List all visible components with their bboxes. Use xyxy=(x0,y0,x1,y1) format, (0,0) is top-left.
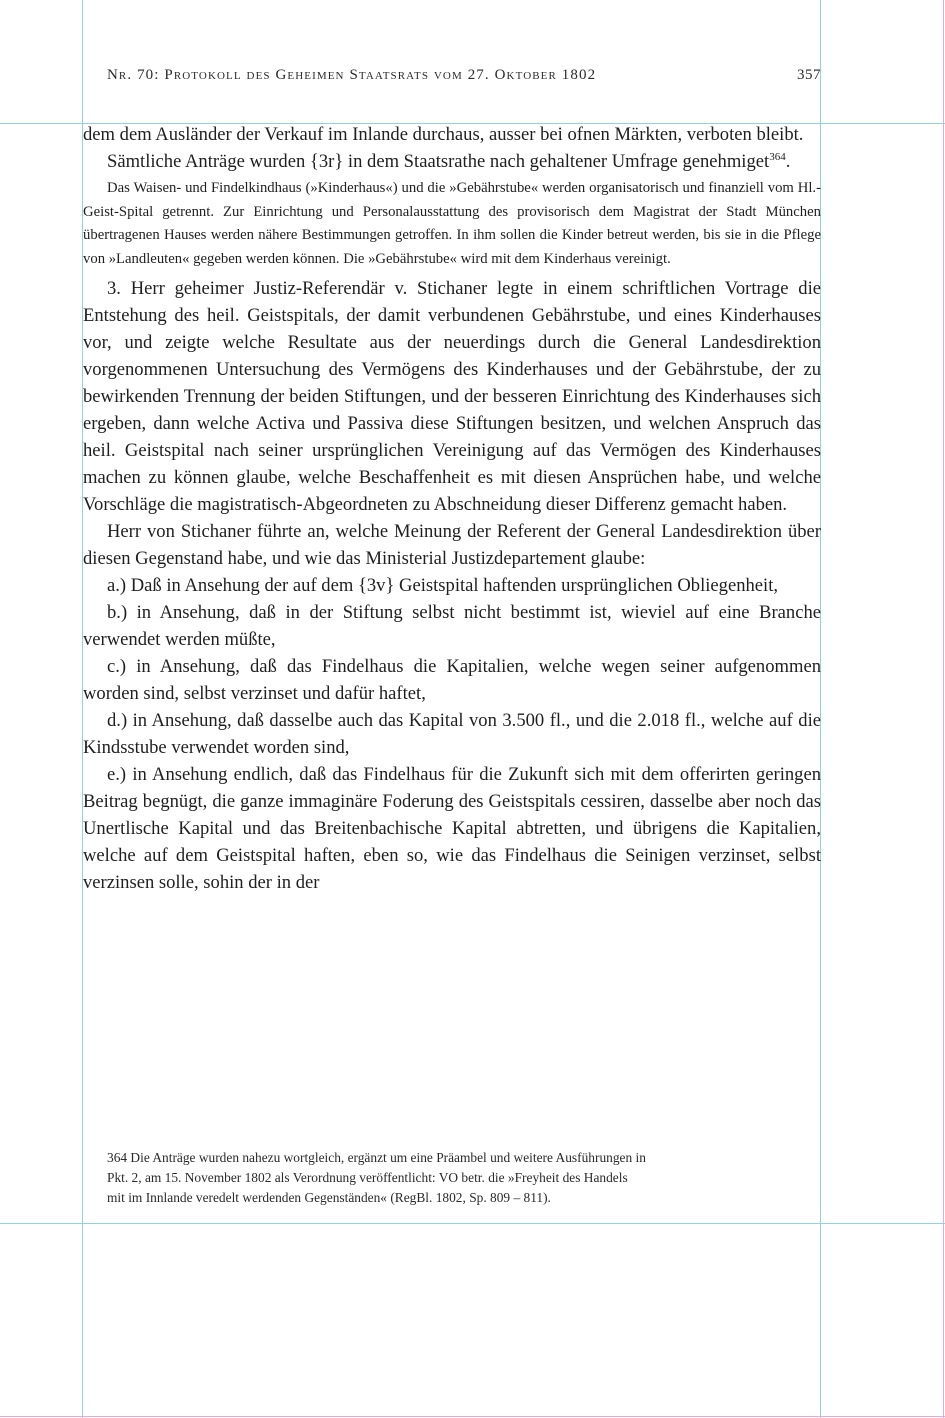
page-edge-bottom xyxy=(0,1416,945,1417)
page-number: 357 xyxy=(797,67,821,83)
running-title: Nr. 70: Protokoll des Geheimen Staatsrats vom 27. Oktober 1802 xyxy=(107,67,597,83)
footnote-text: 364 Die Anträge wurden nahezu wortgleich, ergänzt um eine Präambel und weitere Ausführungen in Pkt. 2, am 15. November 1802 als Verordnung veröffentlicht: VO betr. die »Freyheit des Handels mit im Innlande veredelt werdenden Gegenständen« (RegBl. 1802, Sp. 809 – 811). xyxy=(107,1150,646,1205)
list-item-a: a.) Daß in Ansehung der auf dem {3v} Geistspital haftenden ursprünglichen Obliegenheit, xyxy=(107,575,779,596)
regest-summary: Das Waisen- und Findelkindhaus (»Kinderhaus«) und die »Gebährstube« werden organisatorisch und finanziell vom Hl.-Geist-Spital getrennt. Zur Einrichtung und Personalausstattung des provisorisch dem Magistrat der Stadt München übertragenen Hauses werden nähere Bestimmungen getroffen. In ihm sollen die Kinder betreut werden, bis sie in die Pflege von »Landleuten« gegeben werden können. Die »Gebährstube« wird mit dem Kinderhaus vereinigt. xyxy=(83,180,821,267)
footnote-364 xyxy=(107,1148,647,1208)
page-edge-right xyxy=(943,0,944,1418)
list-item-d: d.) in Ansehung, daß dasselbe auch das Kapital von 3.500 fl., und die 2.018 fl., welche auf die Kindsstube verwendet worden sind, xyxy=(83,710,821,758)
continued-paragraph: dem dem Ausländer der Verkauf im Inlande durchaus, ausser bei ofnen Märkten, verboten bleibt. xyxy=(83,124,804,145)
list-item-c: c.) in Ansehung, daß das Findelhaus die Kapitalien, welche wegen seiner aufgenommen worden sind, selbst verzinset und dafür haftet, xyxy=(83,656,821,704)
approval-paragraph xyxy=(107,148,821,175)
paragraph-item-3: 3. Herr geheimer Justiz-Referendär v. Stichaner legte in einem schriftlichen Vortrage die Entstehung des heil. Geistspitals, der damit verbundenen Gebährstube, und eines Kinderhauses vor, und zeigte welche Resultate aus der neuerdings durch die General Landesdirektion vorgenommenen Untersuchung des Vermögens des Kinderhauses und der Gebährstube, der zu bewirkenden Trennung der beiden Stiftungen, und der besseren Einrichtung des Kinderhauses sich ergeben, dann welche Activa und Passiva diese Stiftungen besitzen, und welchen Anspruch das heil. Geistspital nach seiner ursprünglichen Vereinigung auf das Vermögen des Kinderhauses machen zu können glaube, welche Beschaffenheit es mit diesen Ansprüchen habe, und welche Vorschläge die magistratisch-Abgeordneten zu Abschneidung dieser Differenz gemacht haben. xyxy=(83,278,821,515)
page-header xyxy=(107,67,823,89)
paragraph-stichaner: Herr von Stichaner führte an, welche Meinung der Referent der General Landesdirektion über diesen Gegenstand habe, und wie das Ministerial Justizdepartement glaube: xyxy=(83,521,821,569)
list-item-e: e.) in Ansehung endlich, daß das Findelhaus für die Zukunft sich mit dem offerirten geringen Beitrag begnügt, die ganze immaginäre Foderung des Geistspitals cessiren, dasselbe aber noch das Unertlische Kapital und das Breitenbachische Kapital abtretten, und übrigens die Kapitalien, welche auf dem Geistspital haften, eben so, wie das Findelhaus die Seinigen verzinset, selbst verzinsen solle, sohin der in der xyxy=(83,764,821,893)
list-item-b: b.) in Ansehung, daß in der Stiftung selbst nicht bestimmt ist, wieviel auf eine Branche verwendet werden müßte, xyxy=(83,602,821,650)
margin-guide-bottom xyxy=(0,1223,945,1224)
main-text xyxy=(83,121,821,896)
footnote-reference[interactable]: 364 xyxy=(769,150,786,163)
approval-text: Sämtliche Anträge wurden {3r} in dem Staatsrathe nach gehaltener Umfrage genehmiget xyxy=(107,151,770,172)
approval-end: . xyxy=(785,151,791,172)
